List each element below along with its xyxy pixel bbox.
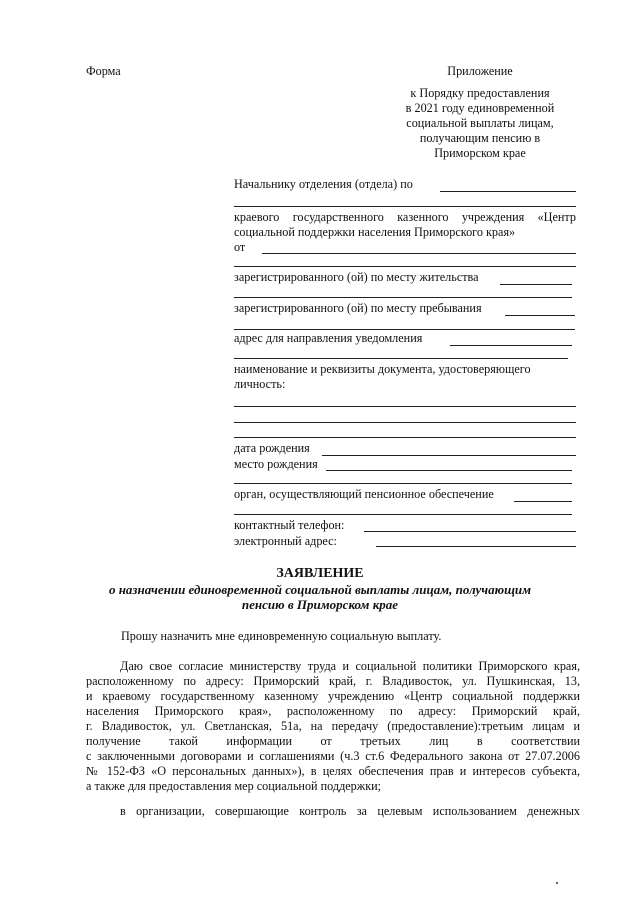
- registered-stay-field[interactable]: [505, 315, 575, 316]
- to-head-field-cont[interactable]: [234, 206, 576, 207]
- registered-residence-field[interactable]: [500, 284, 572, 285]
- id-document-field[interactable]: [234, 406, 576, 407]
- registered-residence-field-cont[interactable]: [234, 297, 572, 298]
- from-field-cont[interactable]: [234, 266, 576, 267]
- registered-stay-label: зарегистрированного (ой) по месту пребывания: [234, 301, 482, 315]
- institution-line: социальной поддержки населения Приморского края»: [234, 225, 516, 239]
- birth-place-field-cont[interactable]: [234, 483, 572, 484]
- consent-line: и краевому государственному казенному учреждению «Центр социальной поддержки: [86, 689, 580, 703]
- appendix-line: получающим пенсию в: [419, 131, 541, 145]
- pension-body-field[interactable]: [514, 501, 572, 502]
- consent-line: г. Владивосток, ул. Светланская, 51а, на передачу (предоставление):третьим лицам и: [86, 719, 580, 733]
- statement-subtitle-cont: пенсию в Приморском крае: [241, 597, 399, 612]
- notification-address-field[interactable]: [450, 345, 572, 346]
- id-document-label: наименование и реквизиты документа, удостоверяющего: [234, 362, 531, 376]
- from-label: от: [234, 240, 246, 254]
- consent-line: Даю свое согласие министерству труда и социальной политики Приморского края,: [120, 659, 580, 673]
- from-field[interactable]: [262, 253, 576, 254]
- scan-mark: [556, 882, 558, 884]
- appendix-line: Приморском крае: [434, 146, 526, 160]
- consent-line: расположенному по адресу: Приморский край, г. Владивосток, ул. Пушкинская, 13,: [86, 674, 580, 688]
- id-document-field[interactable]: [234, 437, 576, 438]
- appendix-line: к Порядку предоставления: [410, 86, 550, 100]
- phone-field[interactable]: [364, 531, 576, 532]
- id-document-field[interactable]: [234, 422, 576, 423]
- pension-body-label: орган, осуществляющий пенсионное обеспечение: [234, 487, 494, 501]
- birth-date-field[interactable]: [322, 455, 576, 456]
- statement-title: ЗАЯВЛЕНИЕ: [276, 566, 364, 581]
- to-head-label: Начальнику отделения (отдела) по: [234, 177, 413, 191]
- birth-place-label: место рождения: [234, 457, 318, 471]
- notification-address-label: адрес для направления уведомления: [234, 331, 423, 345]
- id-document-label-cont: личность:: [234, 377, 286, 391]
- institution-line: краевого государственного казенного учреждения «Центр: [234, 210, 576, 224]
- registered-residence-label: зарегистрированного (ой) по месту жительства: [234, 270, 479, 284]
- consent-line: а также для предоставления мер социальной поддержки;: [86, 779, 382, 793]
- phone-label: контактный телефон:: [234, 518, 345, 532]
- appendix-line: социальной выплаты лицам,: [406, 116, 554, 130]
- notification-address-field-cont[interactable]: [234, 358, 568, 359]
- request-text: Прошу назначить мне единовременную социальную выплату.: [121, 629, 442, 643]
- statement-subtitle: о назначении единовременной социальной выплаты лицам, получающим: [108, 582, 532, 597]
- consent-next-line: в организации, совершающие контроль за целевым использованием денежных: [120, 804, 580, 818]
- to-head-field[interactable]: [440, 191, 576, 192]
- email-field[interactable]: [376, 546, 576, 547]
- pension-body-field-cont[interactable]: [234, 514, 572, 515]
- consent-line: № 152-ФЗ «О персональных данных»), в целях обеспечения прав и интересов субъекта,: [86, 764, 580, 778]
- consent-line: населения Приморского края», расположенному по адресу: Приморский край,: [86, 704, 580, 718]
- appendix-line: в 2021 году единовременной: [405, 101, 555, 115]
- birth-date-label: дата рождения: [234, 441, 310, 455]
- consent-line: с заключенными договорами и соглашениями (ч.3 ст.6 Федерального закона от 27.07.2006: [86, 749, 580, 763]
- email-label: электронный адрес:: [234, 534, 337, 548]
- consent-line: получение такой информации от третьих лиц в соответствии: [86, 734, 580, 748]
- birth-place-field[interactable]: [326, 470, 572, 471]
- appendix-title: Приложение: [447, 64, 513, 78]
- registered-stay-field-cont[interactable]: [234, 329, 575, 330]
- form-label: Форма: [86, 64, 121, 78]
